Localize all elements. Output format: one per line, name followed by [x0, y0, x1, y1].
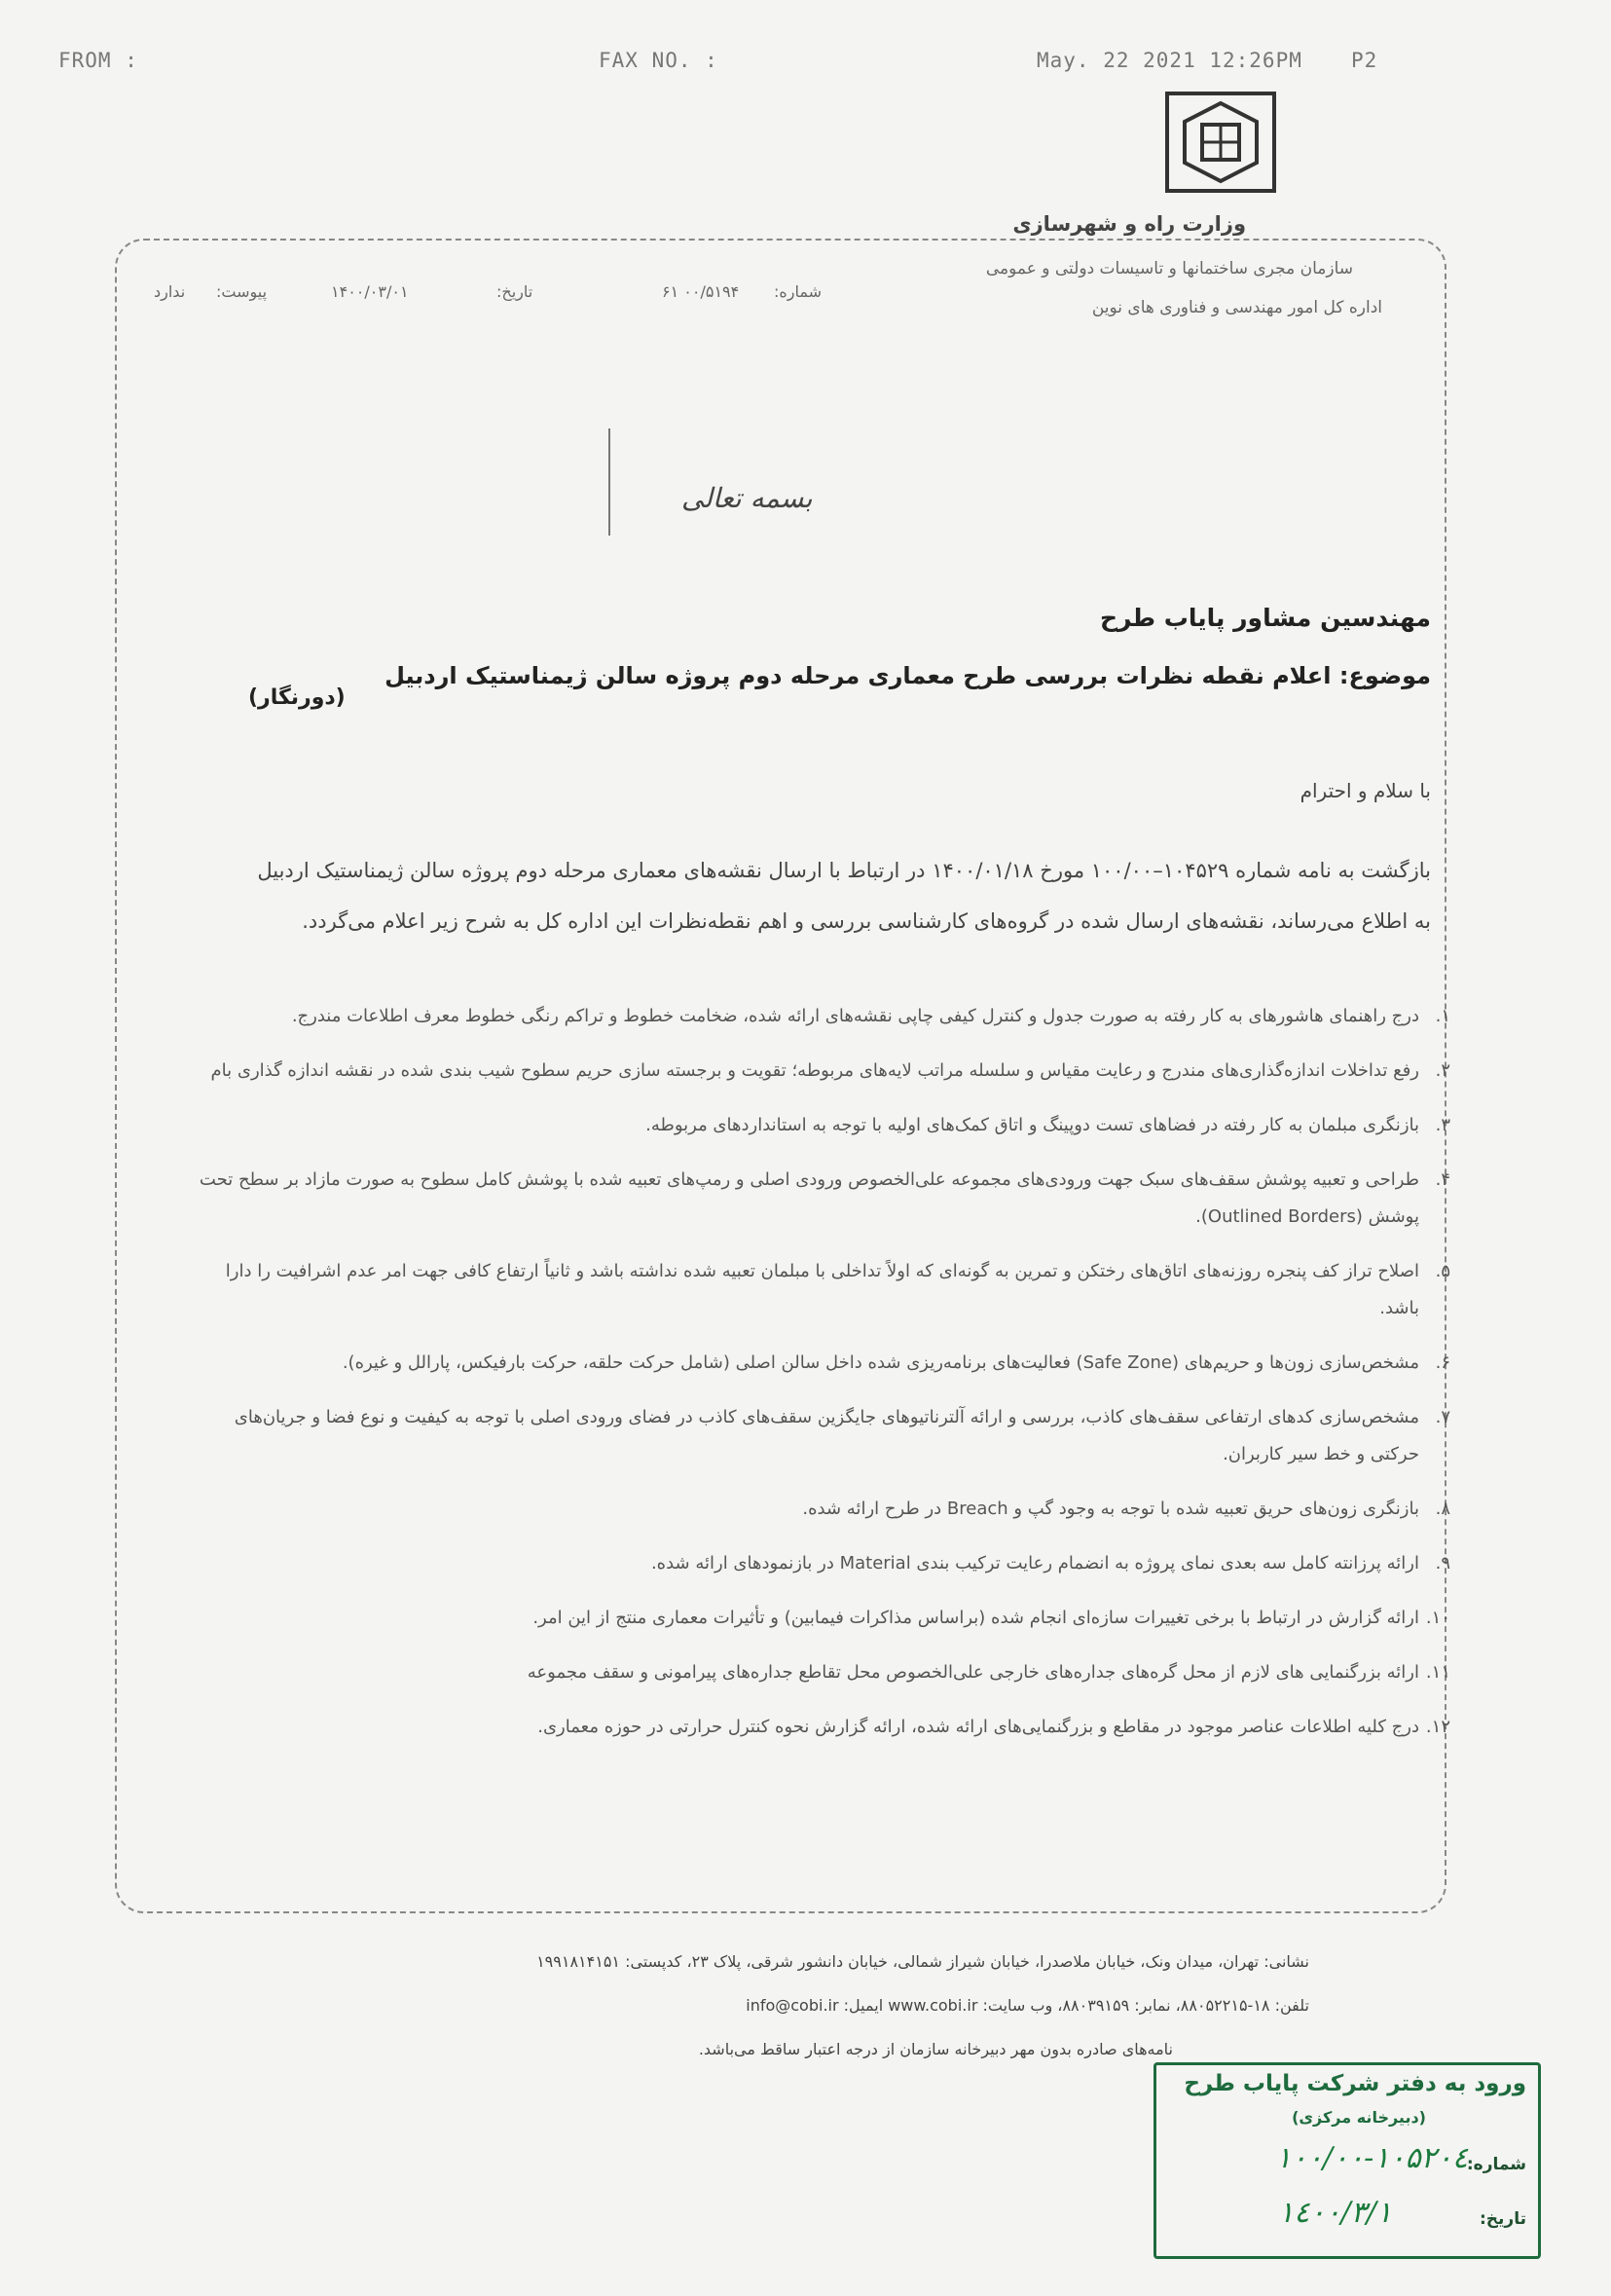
- item-number: ۲.: [1435, 1060, 1450, 1081]
- item-text: مشخص‌سازی کدهای ارتفاعی سقف‌های کاذب، بررسی و ارائه آلترناتیوهای جایگزین سقف‌های کاذب در فضای ورودی اصلی با توجه به کیفیت و نوع فضا و جریان‌های حرکتی و خط سیر کاربران.: [234, 1407, 1419, 1464]
- attachment-label: پیوست:: [216, 282, 268, 301]
- list-item: [190, 1107, 1450, 1144]
- item-number: ۱۲.: [1425, 1717, 1450, 1737]
- recipient: مهندسین مشاور پایاب طرح: [1099, 604, 1431, 632]
- footer-address: نشانی: تهران، میدان ونک، خیابان ملاصدرا، خیابان شیراز شمالی، خیابان دانشور شرقی، پلاک ۲۳، کدپستی: ۱۹۹۱۸۱۴۱۵۱: [536, 1952, 1309, 1971]
- item-number: ۱۰.: [1425, 1608, 1450, 1628]
- reference-number-label: شماره:: [774, 282, 823, 301]
- item-number: ۸.: [1435, 1499, 1450, 1519]
- ministry-name: وزارت راه و شهرسازی: [1012, 212, 1246, 236]
- item-text: درج راهنمای هاشورهای به کار رفته به صورت جدول و کنترل کیفی چاپی نقشه‌های ارائه شده، ضخامت خطوط و تراکم رنگی خطوط معرف اطلاعات مندرج.: [291, 1006, 1419, 1026]
- list-item: [190, 1545, 1450, 1582]
- intro-paragraph: بازگشت به نامه شماره ۱۰۴۵۲۹–۱۰۰/۰۰ مورخ ۱۴۰۰/۰۱/۱۸ در ارتباط با ارسال نقشه‌های معماری مرحله دوم پروژه سالن ژیمناستیک اردبیل به اطلاع می‌رساند، نقشه‌های ارسال شده در گروه‌های کارشناسی بررسی و اهم نقطه‌نظرات این اداره کل به شرح زیر اعلام می‌گردد.: [257, 859, 1431, 933]
- list-item: [190, 998, 1450, 1035]
- stamp-number-label: شماره:: [1466, 2155, 1526, 2174]
- item-text: طراحی و تعبیه پوشش سقف‌های سبک جهت ورودی‌های مجموعه علی‌الخصوص ورودی اصلی و رمپ‌های تعبیه شده با پوشش کامل سطوح به صورت مازاد بر سطح تحت پوشش (Outlined Borders).: [199, 1169, 1419, 1227]
- list-item: [190, 1654, 1450, 1691]
- item-text: ارائه گزارش در ارتباط با برخی تغییرات سازه‌ای انجام شده (براساس مذاکرات فیمابین) و تأثیرات معماری منتج از این امر.: [532, 1608, 1419, 1628]
- item-text: بازنگری مبلمان به کار رفته در فضاهای تست دوپینگ و اتاق کمک‌های اولیه با توجه به استانداردهای مربوطه.: [645, 1115, 1419, 1135]
- item-number: ۱۱.: [1425, 1662, 1450, 1683]
- item-number: ۹.: [1435, 1553, 1450, 1574]
- item-text: ارائه پرزانته کامل سه بعدی نمای پروژه به انضمام رعایت ترکیب بندی Material در بازنمودهای ارائه شده.: [650, 1553, 1419, 1574]
- reference-date-label: تاریخ:: [496, 282, 533, 301]
- footer-contact: تلفن: ۱۸-۸۸۰۵۲۲۱۵، نمابر: ۸۸۰۳۹۱۵۹، وب سایت: www.cobi.ir ایمیل: info@cobi.ir: [746, 1996, 1309, 2015]
- basmala: بسمه تعالی: [681, 482, 813, 514]
- item-text: مشخص‌سازی زون‌ها و حریم‌های (Safe Zone) فعالیت‌های برنامه‌ریزی شده داخل سالن اصلی (شامل حرکت حلقه، حرکت بارفیکس، پارالل و غیره).: [342, 1352, 1419, 1373]
- list-item: [190, 1345, 1450, 1382]
- item-text: ارائه بزرگنمایی های لازم از محل گره‌های جداره‌های خارجی علی‌الخصوص محل تقاطع جداره‌های پیرامونی و سقف مجموعه: [527, 1662, 1419, 1683]
- list-item: [190, 1253, 1450, 1327]
- list-item: [190, 1162, 1450, 1236]
- reference-number-value: ۶۱ ۰۰/۵۱۹۴: [662, 282, 740, 301]
- received-stamp: [1153, 2062, 1541, 2259]
- stamp-title: ورود به دفتر شرکت پایاب طرح: [1184, 2071, 1526, 2096]
- subject-line: موضوع: اعلام نقطه نظرات بررسی طرح معماری مرحله دوم پروژه سالن ژیمناستیک اردبیل: [384, 662, 1431, 689]
- attachment-value: ندارد: [154, 282, 186, 301]
- item-text: درج کلیه اطلاعات عناصر موجود در مقاطع و بزرگنمایی‌های ارائه شده، ارائه گزارش نحوه کنترل حرارتی در حوزه معماری.: [537, 1717, 1419, 1737]
- item-number: ۶.: [1435, 1352, 1450, 1373]
- item-text: اصلاح تراز کف پنجره روزنه‌های اتاق‌های رختکن و تمرین به گونه‌ای که اولاً تداخلی با مبلمان تعبیه شده نداشته باشد و ثانیاً ارتفاع کافی جهت امر عدم اشرافیت را دارا باشد.: [225, 1261, 1419, 1318]
- stamp-number-value: ۱۰۰/۰۰-۱۰۵۲۰٤: [1275, 2141, 1468, 2175]
- list-item: [190, 1399, 1450, 1473]
- list-item: [190, 1709, 1450, 1746]
- greeting: با سلام و احترام: [1300, 779, 1431, 802]
- item-number: ۳.: [1435, 1115, 1450, 1135]
- department-name: اداره کل امور مهندسی و فناوری های نوین: [1091, 298, 1382, 317]
- reference-date-value: ۱۴۰۰/۰۳/۰۱: [331, 282, 409, 301]
- transmission-note: (دورنگار): [248, 685, 346, 710]
- fax-from-label: FROM :: [58, 49, 138, 72]
- comments-list: [190, 998, 1450, 1763]
- item-number: ۴.: [1435, 1169, 1450, 1190]
- stamp-subtitle: (دبیرخانه مرکزی): [1292, 2108, 1426, 2127]
- stamp-date-label: تاریخ:: [1480, 2209, 1526, 2229]
- item-number: ۵.: [1435, 1261, 1450, 1281]
- fold-line: [608, 428, 610, 536]
- stamp-date-value: ۱٤۰۰/۳/۱: [1278, 2196, 1392, 2230]
- item-text: بازنگری زون‌های حریق تعبیه شده با توجه به وجود گپ و Breach در طرح ارائه شده.: [802, 1499, 1419, 1519]
- item-text: رفع تداخلات اندازه‌گذاری‌های مندرج و رعایت مقیاس و سلسله مراتب لایه‌های مربوطه؛ تقویت و برجسته سازی حریم سطوح شیب بندی شده در نقشه اندازه گذاری بام: [210, 1060, 1419, 1081]
- fax-number-label: FAX NO. :: [599, 49, 718, 72]
- fax-datetime: May. 22 2021 12:26PM: [1037, 49, 1302, 72]
- list-item: [190, 1600, 1450, 1637]
- ministry-logo-icon: [1163, 90, 1278, 195]
- footer-note: نامه‌های صادره بدون مهر دبیرخانه سازمان از درجه اعتبار ساقط می‌باشد.: [698, 2040, 1173, 2058]
- list-item: [190, 1491, 1450, 1528]
- fax-page-number: P2: [1351, 49, 1378, 72]
- list-item: [190, 1053, 1450, 1090]
- item-number: ۷.: [1435, 1407, 1450, 1427]
- organization-name: سازمان مجری ساختمانها و تاسیسات دولتی و عمومی: [985, 259, 1353, 278]
- item-number: ۱.: [1435, 1006, 1450, 1026]
